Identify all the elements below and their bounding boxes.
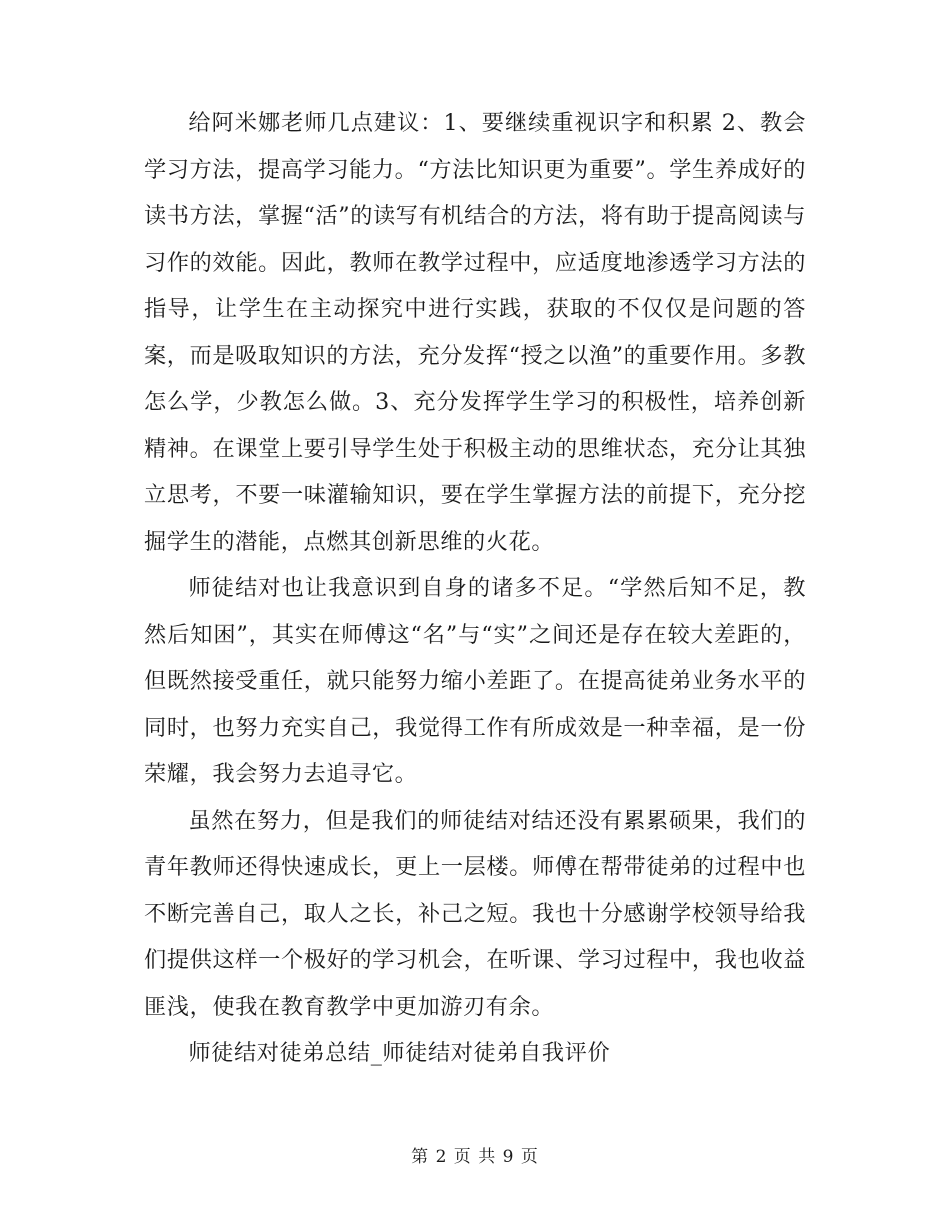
paragraph-self-reflection: 师徒结对也让我意识到自身的诸多不足。“学然后知不足，教然后知困”，其实在师傅这“名”与“实”之间还是存在较大差距的，但既然接受重任，就只能努力缩小差距了。在提高徒弟业务水平的同时，也努力充实自己，我觉得工作有所成效是一种幸福，是一份荣耀，我会努力去追寻它。: [144, 575, 806, 787]
document-body: [144, 100, 806, 1077]
paragraph-gratitude: 虽然在努力，但是我们的师徒结对结还没有累累硕果，我们的青年教师还得快速成长，更上一层楼。师傅在帮带徒弟的过程中也不断完善自己，取人之长，补己之短。我也十分感谢学校领导给我们提供这样一个极好的学习机会，在听课、学习过程中，我也收益匪浅，使我在教育教学中更加游刃有余。: [144, 807, 806, 1020]
page-footer: 第 2 页 共 9 页: [411, 1147, 539, 1167]
paragraph-suggestions: 给阿米娜老师几点建议：1、要继续重视识字和积累 2、教会学习方法，提高学习能力。“方法比知识更为重要”。学生养成好的读书方法，掌握“活”的读写有机结合的方法，将有助于提高阅读与习作的效能。因此，教师在教学过程中，应适度地渗透学习方法的指导，让学生在主动探究中进行实践，获取的不仅仅是问题的答案，而是吸取知识的方法，充分发挥“授之以渔”的重要作用。多教怎么学，少教怎么做。3、充分发挥学生学习的积极性，培养创新精神。在课堂上要引导学生处于积极主动的思维状态，充分让其独立思考，不要一味灌输知识，要在学生掌握方法的前提下，充分挖掘学生的潜能，点燃其创新思维的火花。: [144, 110, 806, 555]
paragraph-title-line: 师徒结对徒弟总结_师徒结对徒弟自我评价: [188, 1040, 611, 1066]
